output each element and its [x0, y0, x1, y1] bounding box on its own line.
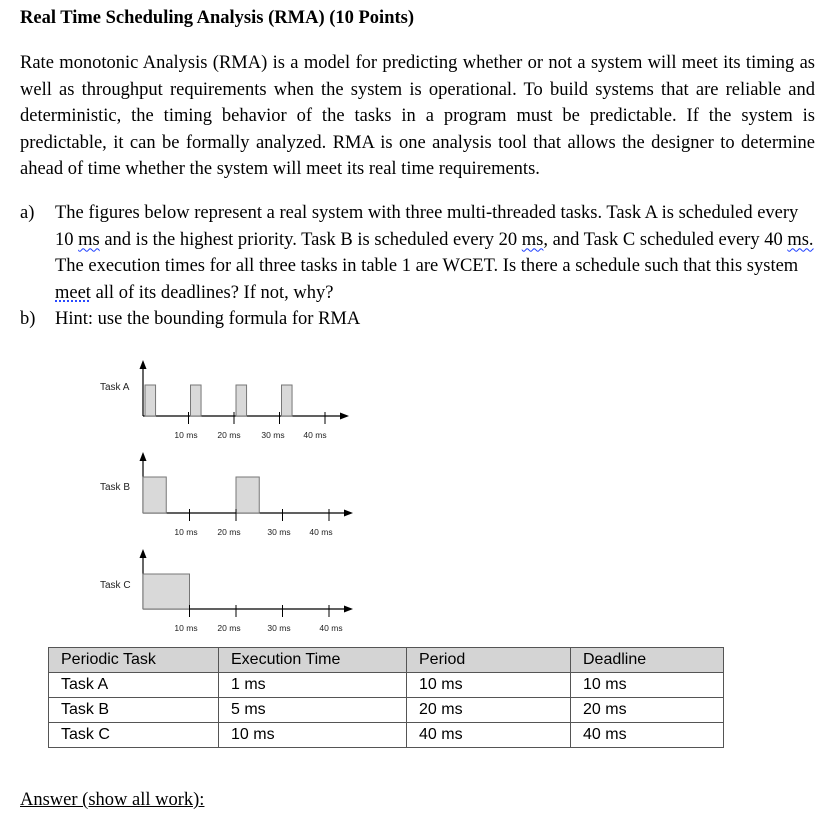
- table-header-row: [49, 648, 724, 673]
- table-row: [49, 698, 724, 723]
- question-b: [20, 306, 815, 333]
- question-a-marker: a): [20, 203, 35, 223]
- task-table: [48, 647, 724, 748]
- table-cell: 20 ms: [571, 698, 724, 723]
- tick-label: 40 ms: [309, 527, 333, 537]
- tick-label: 30 ms: [267, 623, 291, 633]
- execution-box: [145, 385, 156, 416]
- y-axis-arrow: [140, 452, 147, 461]
- question-b-marker: b): [20, 309, 36, 329]
- table-header-cell: Execution Time: [219, 648, 407, 673]
- tick-label: 30 ms: [261, 430, 285, 440]
- question-b-text: Hint: use the bounding formula for RMA: [55, 309, 361, 329]
- x-axis-arrow: [344, 606, 353, 613]
- execution-box: [236, 385, 247, 416]
- tick-label: 20 ms: [217, 527, 241, 537]
- question-list: [20, 200, 815, 333]
- table-cell: 10 ms: [219, 723, 407, 748]
- tick-label: 40 ms: [319, 623, 343, 633]
- table-cell: 10 ms: [571, 673, 724, 698]
- y-axis-arrow: [140, 360, 147, 369]
- tick-label: 20 ms: [217, 430, 241, 440]
- question-a: [20, 200, 815, 306]
- task-label: Task A: [100, 382, 130, 393]
- task-label: Task B: [100, 482, 131, 493]
- execution-box: [236, 477, 259, 513]
- intro-paragraph: Rate monotonic Analysis (RMA) is a model for predicting whether or not a system will meet its timing as well as throughput requirements when the system is operational. To build systems that are reliable and deterministic, the timing behavior of the tasks in a program must be predictable. If the system is predictable, it can be formally analyzed. RMA is one analysis tool that allows the designer to determine ahead of time whether the system will meet its real time requirements.: [20, 53, 815, 179]
- table-cell: 5 ms: [219, 698, 407, 723]
- tick-label: 20 ms: [217, 623, 241, 633]
- task-label: Task C: [100, 580, 131, 591]
- question-a-text: The figures below represent a real system with three multi-threaded tasks. Task A is scheduled every 10 ms and is the highest priority. Task B is scheduled every 20 ms, and Task C scheduled every 40 ms. The execution times for all three tasks in table 1 are WCET. Is there a schedule such that this system meet all of its deadlines? If not, why?: [55, 203, 814, 303]
- table-header-cell: Deadline: [571, 648, 724, 673]
- tick-label: 10 ms: [174, 527, 198, 537]
- table-cell: 20 ms: [407, 698, 571, 723]
- x-axis-arrow: [340, 413, 349, 420]
- execution-box: [143, 477, 166, 513]
- table-cell: 40 ms: [571, 723, 724, 748]
- execution-box: [191, 385, 202, 416]
- tick-label: 30 ms: [267, 527, 291, 537]
- table-cell: 40 ms: [407, 723, 571, 748]
- execution-box: [282, 385, 293, 416]
- tick-label: 10 ms: [174, 430, 198, 440]
- table-cell: 10 ms: [407, 673, 571, 698]
- answer-label: Answer (show all work):: [20, 790, 205, 810]
- tick-label: 10 ms: [174, 623, 198, 633]
- table-header-cell: Period: [407, 648, 571, 673]
- table-row: [49, 723, 724, 748]
- question-title: Real Time Scheduling Analysis (RMA) (10 Points): [20, 8, 415, 28]
- table-row: [49, 673, 724, 698]
- table-cell: Task A: [49, 673, 219, 698]
- table-cell: 1 ms: [219, 673, 407, 698]
- timing-diagram: [0, 340, 830, 640]
- table-header-cell: Periodic Task: [49, 648, 219, 673]
- table-cell: Task B: [49, 698, 219, 723]
- x-axis-arrow: [344, 510, 353, 517]
- table-cell: Task C: [49, 723, 219, 748]
- y-axis-arrow: [140, 549, 147, 558]
- execution-box: [143, 574, 190, 609]
- tick-label: 40 ms: [303, 430, 327, 440]
